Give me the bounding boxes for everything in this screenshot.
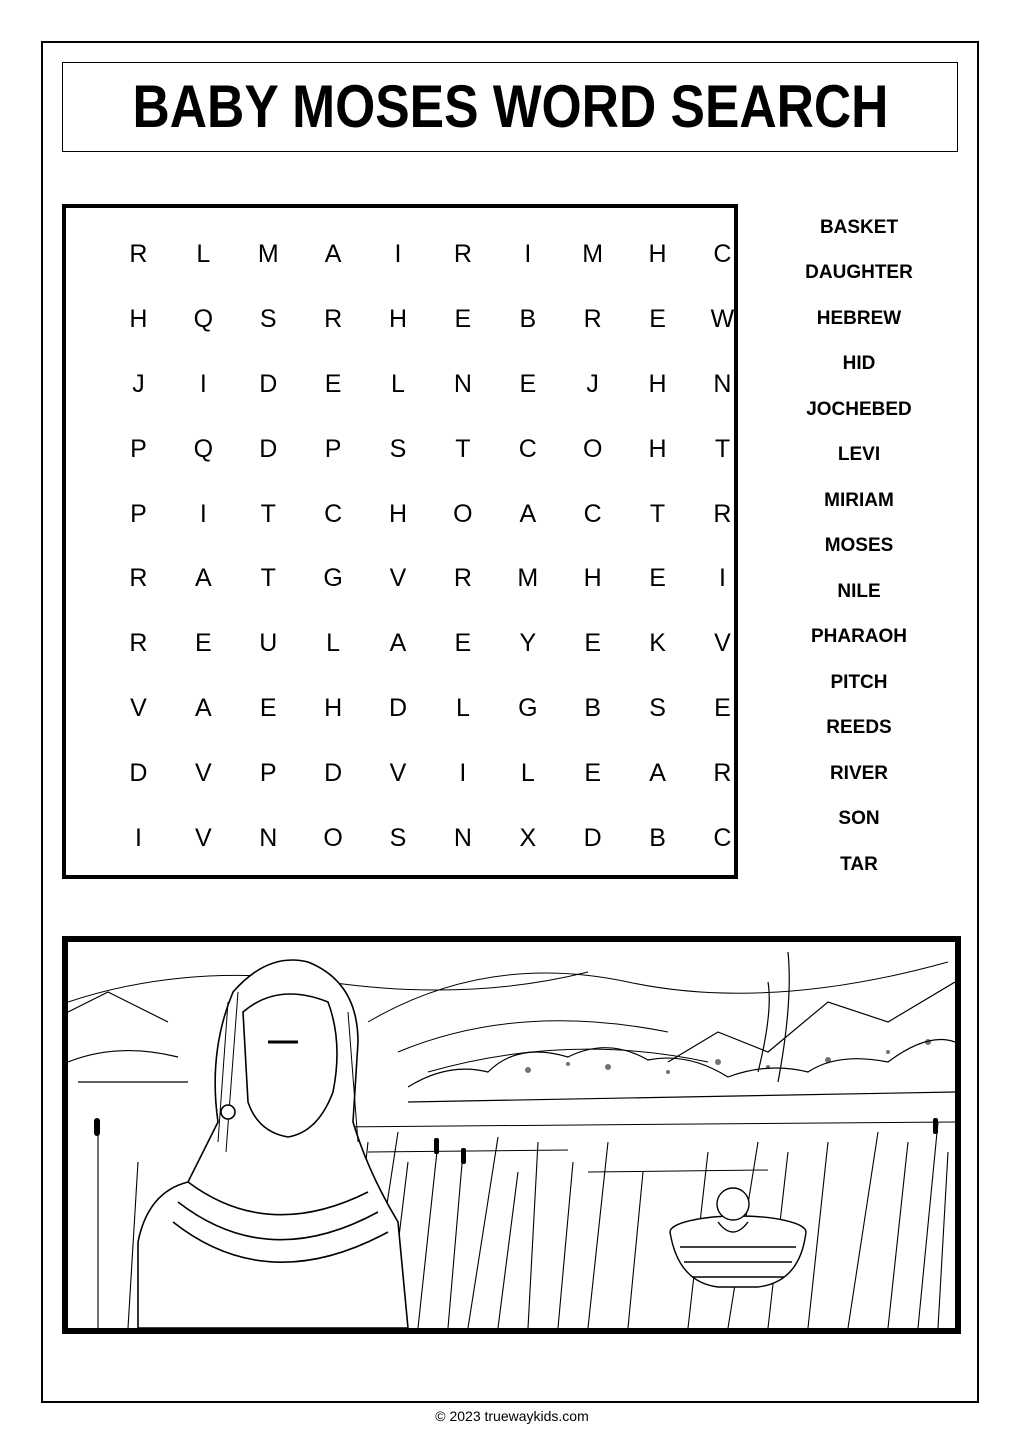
river: [328, 1122, 955, 1172]
grid-letter: E: [454, 304, 472, 333]
grid-letter: M: [257, 239, 279, 268]
grid-letter: E: [259, 694, 277, 723]
grid-cell: [370, 741, 435, 806]
grid-cell: [110, 482, 175, 547]
grid-letter: N: [453, 823, 472, 852]
page-title: BABY MOSES WORD SEARCH: [132, 73, 888, 140]
grid-cell: [434, 546, 499, 611]
word-list-item: PITCH: [830, 671, 888, 693]
grid-letter: O: [323, 823, 343, 852]
grid-letter: N: [453, 369, 472, 398]
grid-cell: [175, 287, 240, 352]
grid-cell: [110, 546, 175, 611]
grid-cell: [175, 741, 240, 806]
grid-cell: [240, 741, 305, 806]
grid-cell: [629, 352, 694, 417]
grid-cell: [110, 222, 175, 287]
grid-cell: [370, 287, 435, 352]
grid-cell: [434, 482, 499, 547]
grid-cell: [240, 417, 305, 482]
grid-cell: [694, 482, 759, 547]
word-list-item: TAR: [840, 853, 878, 875]
grid-cell: [564, 676, 629, 741]
grid-letter: C: [713, 239, 732, 268]
grid-letter: V: [389, 759, 407, 788]
grid-cell: [564, 222, 629, 287]
grid-letter: D: [583, 823, 602, 852]
grid-letter: R: [129, 239, 148, 268]
illustration-princess-finds-baby-moses: [62, 936, 961, 1334]
grid-letter: R: [129, 629, 148, 658]
grid-cell: [629, 482, 694, 547]
grid-letter: V: [389, 564, 407, 593]
grid-cell: [434, 806, 499, 871]
grid-letter: A: [324, 239, 342, 268]
grid-letter: K: [649, 629, 666, 658]
grid-cell: [499, 611, 564, 676]
grid-letter: J: [132, 369, 145, 398]
grid-letter: H: [129, 304, 148, 333]
mountains: [68, 982, 955, 1062]
word-list-item: LEVI: [837, 444, 881, 466]
grid-letter: E: [194, 629, 212, 658]
grid-cell: [694, 417, 759, 482]
grid-letter: I: [718, 564, 726, 593]
grid-letter: I: [394, 239, 402, 268]
grid-letter: S: [259, 304, 277, 333]
grid-letter: A: [194, 564, 212, 593]
grid-cell: [370, 676, 435, 741]
grid-cell: [240, 546, 305, 611]
grid-letter: H: [388, 499, 408, 528]
word-list: [780, 205, 938, 888]
grid-cell: [110, 287, 175, 352]
grid-letter: V: [194, 823, 212, 852]
grid-letter: R: [453, 239, 472, 268]
grid-cell: [175, 676, 240, 741]
grid-cell: [370, 611, 435, 676]
grid-letter: I: [524, 239, 532, 268]
grid-cell: [629, 611, 694, 676]
grid-cell: [499, 417, 564, 482]
grid-letter: B: [649, 823, 666, 852]
grid-cell: [434, 222, 499, 287]
grid-letter: D: [388, 694, 408, 723]
grid-cell: [694, 676, 759, 741]
grid-cell: [175, 222, 240, 287]
grid-cell: [305, 222, 370, 287]
grid-cell: [305, 676, 370, 741]
grid-cell: [370, 222, 435, 287]
grid-cell: [434, 676, 499, 741]
grid-letter: E: [649, 304, 666, 333]
grid-cell: [434, 611, 499, 676]
word-list-item: JOCHEBED: [806, 398, 912, 420]
grid-cell: [305, 741, 370, 806]
grid-cell: [694, 222, 759, 287]
grid-letter: T: [260, 564, 276, 593]
grid-cell: [629, 417, 694, 482]
grid-letter: C: [324, 499, 343, 528]
grid-cell: [240, 482, 305, 547]
grid-letter: B: [519, 304, 537, 333]
grid-letter: A: [649, 759, 666, 788]
grid-cell: [240, 287, 305, 352]
grid-cell: [434, 352, 499, 417]
grid-letter: P: [130, 499, 147, 528]
grid-letter: A: [519, 499, 537, 528]
grid-cell: [110, 417, 175, 482]
grid-letter: H: [648, 434, 667, 463]
grid-letter: T: [714, 434, 731, 463]
grid-cell: [305, 352, 370, 417]
word-list-item: HID: [842, 353, 876, 375]
grid-cell: [370, 352, 435, 417]
grid-cell: [370, 546, 435, 611]
grid-cell: [564, 482, 629, 547]
grid-cell: [694, 546, 759, 611]
grid-letter: P: [324, 434, 342, 463]
word-search-grid-box: [62, 204, 738, 879]
grid-letter: Y: [519, 629, 537, 658]
grid-letter: T: [455, 434, 471, 463]
grid-letter: L: [455, 694, 470, 723]
grid-letter: N: [259, 823, 278, 852]
grid-cell: [564, 546, 629, 611]
grid-cell: [110, 676, 175, 741]
grid-letter: L: [520, 759, 535, 788]
grid-letter: C: [713, 823, 732, 852]
grid-cell: [499, 546, 564, 611]
grid-letter: V: [714, 629, 731, 658]
grid-letter: D: [129, 759, 148, 788]
word-list-item: DAUGHTER: [805, 262, 913, 284]
grid-cell: [499, 676, 564, 741]
grid-letter: O: [453, 499, 473, 528]
grid-cell: [434, 741, 499, 806]
grid-letter: I: [199, 369, 207, 398]
grid-cell: [175, 352, 240, 417]
grid-letter: L: [326, 629, 341, 658]
grid-cell: [629, 287, 694, 352]
grid-letter: C: [518, 434, 537, 463]
grid-cell: [629, 222, 694, 287]
grid-letter: C: [583, 499, 602, 528]
grid-letter: N: [713, 369, 732, 398]
grid-cell: [499, 352, 564, 417]
grid-cell: [240, 806, 305, 871]
word-list-item: REEDS: [826, 717, 892, 739]
word-list-item: MIRIAM: [824, 489, 894, 511]
grid-cell: [694, 611, 759, 676]
grid-cell: [305, 806, 370, 871]
word-list-item: BASKET: [819, 216, 899, 238]
grid-cell: [175, 806, 240, 871]
grid-cell: [305, 482, 370, 547]
grid-letter: U: [259, 629, 278, 658]
grid-letter: P: [259, 759, 277, 788]
grid-cell: [110, 741, 175, 806]
grid-cell: [499, 482, 564, 547]
grid-letter: M: [582, 239, 604, 268]
grid-letter: G: [518, 694, 538, 723]
grid-letter: D: [259, 369, 278, 398]
illustration-svg: [68, 942, 955, 1328]
word-list-item: SON: [838, 808, 880, 830]
grid-letter: T: [649, 499, 666, 528]
grid-cell: [305, 546, 370, 611]
grid-letter: T: [260, 499, 276, 528]
grid-letter: W: [710, 304, 735, 333]
grid-letter: R: [324, 304, 343, 333]
grid-letter: E: [584, 759, 602, 788]
grid-cell: [305, 417, 370, 482]
grid-letter: G: [323, 564, 343, 593]
grid-cell: [305, 611, 370, 676]
grid-cell: [694, 352, 759, 417]
grid-cell: [694, 287, 759, 352]
grid-letter: P: [130, 434, 147, 463]
grid-letter: Q: [193, 304, 214, 333]
grid-letter: R: [713, 759, 732, 788]
grid-cell: [564, 611, 629, 676]
grid-letter: E: [519, 369, 537, 398]
grid-cell: [305, 287, 370, 352]
grid-letter: A: [389, 629, 407, 658]
grid-letter: B: [584, 694, 602, 723]
grid-letter: S: [389, 823, 407, 852]
grid-cell: [370, 806, 435, 871]
word-list-item: MOSES: [824, 535, 894, 557]
grid-letter: E: [324, 369, 342, 398]
grid-cell: [175, 611, 240, 676]
grid-cell: [110, 806, 175, 871]
grid-letter: R: [713, 499, 732, 528]
grid-cell: [240, 352, 305, 417]
grid-cell: [564, 417, 629, 482]
basket-with-baby: [670, 1188, 806, 1287]
grid-letter: X: [519, 823, 537, 852]
copyright-footer: © 2023 truewaykids.com: [435, 1408, 589, 1424]
grid-letter: E: [649, 564, 666, 593]
grid-letter: S: [389, 434, 407, 463]
word-list-item: HEBREW: [816, 307, 902, 329]
grid-letter: S: [649, 694, 666, 723]
grid-cell: [694, 806, 759, 871]
grid-cell: [370, 482, 435, 547]
grid-letter: L: [391, 369, 405, 398]
grid-letter: R: [583, 304, 602, 333]
grid-cell: [499, 287, 564, 352]
grid-cell: [564, 352, 629, 417]
grid-letter: H: [648, 239, 667, 268]
grid-cell: [175, 417, 240, 482]
grid-cell: [110, 352, 175, 417]
grid-letter: I: [459, 759, 467, 788]
grid-letter: A: [194, 694, 212, 723]
title-box: [62, 62, 958, 152]
grid-letter: H: [583, 564, 602, 593]
grid-cell: [434, 417, 499, 482]
grid-letter: I: [199, 499, 207, 528]
grid-cell: [434, 287, 499, 352]
grid-cell: [564, 806, 629, 871]
grid-cell: [499, 806, 564, 871]
grid-letter: H: [388, 304, 408, 333]
grid-letter: E: [714, 694, 731, 723]
grid-cell: [175, 546, 240, 611]
sky-lines: [68, 962, 948, 1072]
grid-letter: R: [129, 564, 148, 593]
grid-letter: M: [517, 564, 539, 593]
grid-letter: H: [648, 369, 667, 398]
grid-letter: I: [134, 823, 142, 852]
grid-cell: [370, 417, 435, 482]
grid-cell: [110, 611, 175, 676]
grid-letter: Q: [193, 434, 214, 463]
grid-cell: [240, 222, 305, 287]
grid-cell: [240, 611, 305, 676]
grid-letter: R: [453, 564, 472, 593]
grid-letter: D: [324, 759, 343, 788]
grid-letter: E: [454, 629, 472, 658]
grid-cell: [629, 806, 694, 871]
grid-letter: L: [196, 239, 211, 268]
word-search-grid: [110, 222, 762, 871]
grid-letter: V: [130, 694, 147, 723]
grid-cell: [629, 546, 694, 611]
grid-cell: [175, 482, 240, 547]
grid-cell: [499, 741, 564, 806]
grid-cell: [694, 741, 759, 806]
shrub-texture: [525, 1039, 931, 1074]
grid-cell: [629, 741, 694, 806]
grid-cell: [564, 741, 629, 806]
word-list-item: NILE: [837, 580, 881, 602]
grid-letter: J: [586, 369, 599, 398]
grid-letter: D: [259, 434, 278, 463]
grid-letter: E: [584, 629, 602, 658]
grid-letter: O: [582, 434, 603, 463]
word-list-item: PHARAOH: [810, 626, 908, 648]
word-list-item: RIVER: [829, 762, 889, 784]
grid-cell: [564, 287, 629, 352]
grid-cell: [499, 222, 564, 287]
grid-cell: [629, 676, 694, 741]
grid-cell: [240, 676, 305, 741]
grid-letter: H: [324, 694, 343, 723]
grid-letter: V: [194, 759, 212, 788]
